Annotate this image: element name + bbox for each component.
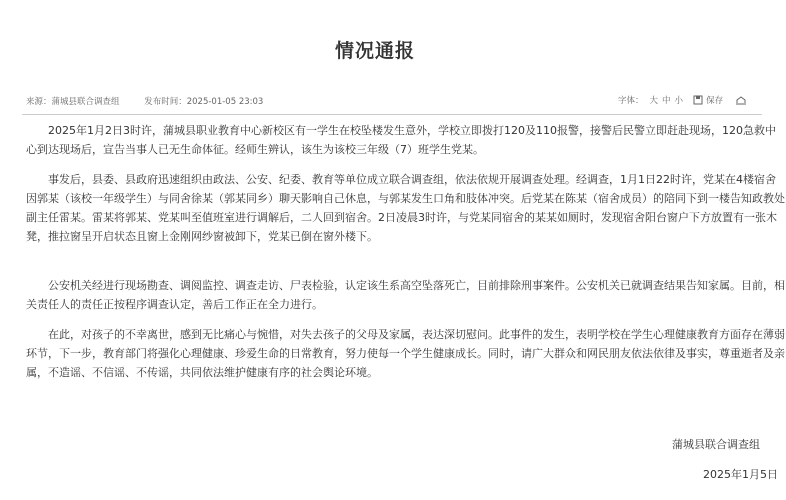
paragraph-4: 在此，对孩子的不幸离世，感到无比痛心与惋惜，对失去孩子的父母及家属，表达深切慰问。此事件的发生，表明学校在学生心理健康教育方面存在薄弱环节，下一步，教育部门将强化心理健康、珍爱生命的日常教育，努力使每一个学生健康成长。同时，请广大群众和网民朋友依法依律及事实，尊重逝者及亲属，不造谣、不信谣、不传谣，共同依法维护健康有序的社会舆论环境。 xyxy=(26,328,785,379)
meta-info xyxy=(26,95,285,107)
font-size-small[interactable]: 小 xyxy=(674,96,684,106)
signature-date: 2025年1月5日 xyxy=(703,468,778,481)
header-divider xyxy=(22,114,762,115)
save-icon[interactable] xyxy=(693,95,703,105)
paragraph-2: 事发后，县委、县政府迅速组织由政法、公安、纪委、教育等单位成立联合调查组，依法依规开展调查处理。经调查，1月1日22时许，党某在4楼宿舍因郭某（该校一年级学生）与同舍徐某（郭某同乡）聊天影响自己休息，与郭某发生口角和肢体冲突。后党某在陈某（宿舍成员）的陪同下到一楼告知政教处副主任雷某。雷某将郭某、党某叫至值班室进行调解后，二人回到宿舍。2日凌晨3时许，与党某同宿舍的某某如厕时，发现宿舍阳台窗户下方放置有一张木凳，推拉窗呈开启状态且窗上金刚网纱窗被卸下，党某已倒在窗外楼下。 xyxy=(26,173,785,243)
source-label: 来源：蒲城县联合调查组 xyxy=(26,97,120,107)
font-size-medium[interactable]: 中 xyxy=(662,96,671,106)
font-size-large[interactable]: 大 xyxy=(649,96,659,106)
save-button[interactable]: 保存 xyxy=(706,96,724,106)
font-size-label: 字体： xyxy=(618,96,644,106)
meta-bar xyxy=(22,92,762,110)
article-tools xyxy=(618,94,748,106)
signature: 蒲城县联合调查组 xyxy=(672,438,760,451)
article-body xyxy=(26,121,786,393)
paragraph-1: 2025年1月2日3时许，蒲城县职业教育中心新校区有一学生在校坠楼发生意外，学校立即拨打120及110报警，接警后民警立即赶赴现场，120急救中心到达现场后，宣告当事人已无生命体征。经师生辨认，该生为该校三年级（7）班学生党某。 xyxy=(26,124,776,156)
share-icon[interactable] xyxy=(735,95,745,105)
page-title: 情况通报 xyxy=(334,40,415,62)
paragraph-3: 公安机关经进行现场勘查、调阅监控、调查走访、尸表检验，认定该生系高空坠落死亡，目前排除刑事案件。公安机关已就调查结果告知家属。目前，相关责任人的责任正按程序调查认定，善后工作正在全力进行。 xyxy=(26,279,785,311)
publish-time: 发布时间：2025-01-05 23:03 xyxy=(144,97,264,107)
